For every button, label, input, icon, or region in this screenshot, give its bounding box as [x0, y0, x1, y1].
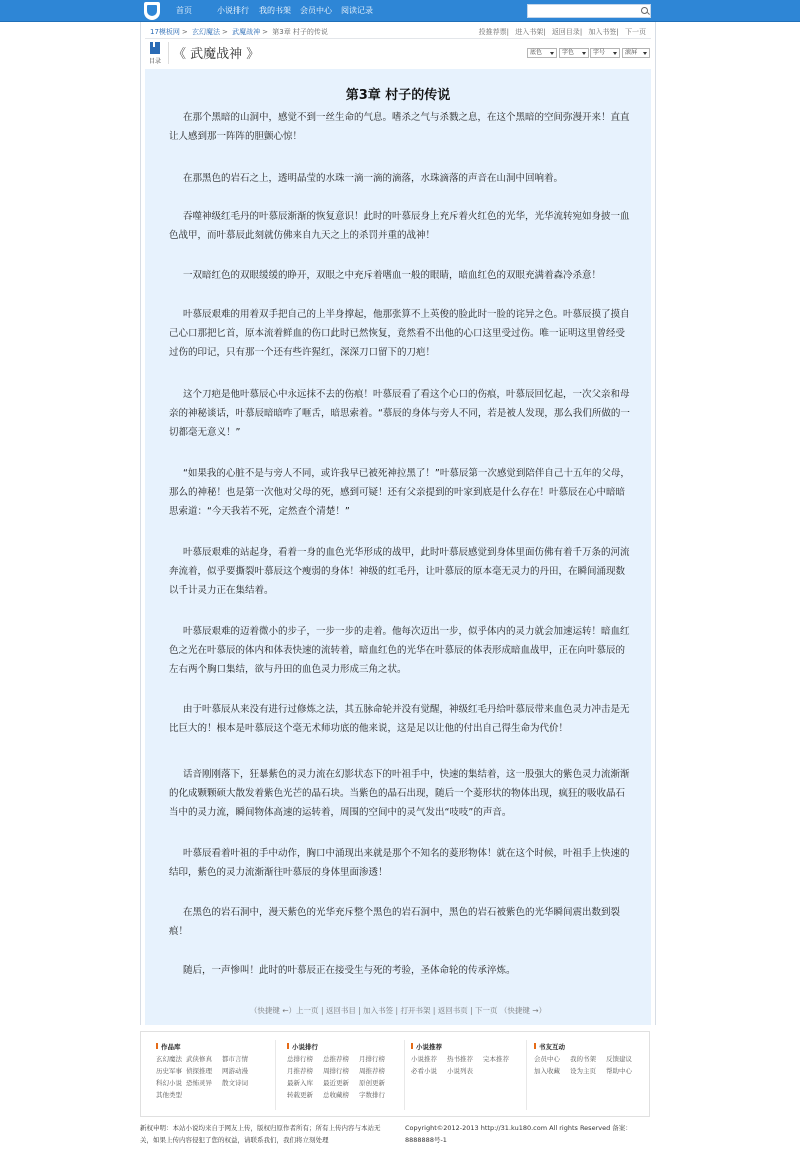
chapter-pager[interactable]: （快捷键 ←）上一页 | 返回书目 | 加入书签 | 打开书架 | 返回书页 | 下一页 （快捷键 →） [249, 1006, 547, 1015]
footer-link[interactable]: 原创更新 [359, 1079, 385, 1087]
paragraph: 在那黑色的岩石之上，透明晶莹的水珠一滴一滴的滴落，水珠滴落的声音在山洞中回响着。 [183, 173, 564, 184]
footer-link[interactable]: 总推荐榜 [323, 1055, 349, 1063]
footer-link[interactable]: 侦探推理 [186, 1067, 212, 1075]
shield-logo-icon[interactable] [144, 2, 160, 20]
footer-col-title: 作品库 [156, 1042, 261, 1053]
footer-link[interactable]: 必看小说 [411, 1067, 437, 1075]
footer-link[interactable]: 转载更新 [287, 1091, 313, 1099]
footer-link[interactable]: 总排行榜 [287, 1055, 313, 1063]
search-input[interactable] [527, 4, 651, 18]
footer-link[interactable]: 最新入库 [287, 1079, 313, 1087]
footer-link[interactable]: 科幻小说 [156, 1079, 182, 1087]
breadcrumb-chapter: 第3章 村子的传说 [272, 28, 328, 36]
link-catalog[interactable]: 返回目录 [551, 28, 580, 36]
footer-link[interactable]: 月推荐榜 [287, 1067, 313, 1075]
copyright-disclaimer: 新权申明：本站小说均来自于网友上传，版权归原作者所有；所有上传内容与本站无关，如果上传内容侵犯了您的权益，请联系我们，我们将立刻处理 [140, 1124, 381, 1144]
paragraph: “如果我的心脏不是与旁人不同，或许我早已被死神拉黑了！”叶慕辰第一次感觉到陪伴自己十五年的父母，那么的神秘！也是第一次他对父母的死，感到可疑！还有父亲提到的叶家到底是什么存在！叶慕辰在心中暗暗思索道：“今天我若不死，定然查个清楚！” [169, 468, 630, 517]
nav-reading-history[interactable]: 阅读记录 [341, 6, 373, 15]
paragraph: 叶慕辰艰难的迈着微小的步子，一步一步的走着。他每次迈出一步，似乎体内的灵力就会加速运转！暗血红色之光在叶慕辰的体内和体表快速的流转着，暗血红色的光华在叶慕辰的体表形成暗血战甲，正在向叶慕辰的左右两个胸口集结，欲与丹田的血色灵力形成三角之状。 [169, 626, 630, 675]
footer-link[interactable]: 散文诗词 [222, 1079, 248, 1087]
footer-link[interactable]: 月排行榜 [359, 1055, 385, 1063]
footer-link[interactable]: 加入收藏 [534, 1067, 560, 1075]
link-recommend-vote[interactable]: 投推荐票 [478, 28, 507, 36]
paragraph: 叶慕辰艰难的用着双手把自己的上半身撑起，他那张算不上英俊的脸此时一脸的诧异之色。叶慕辰摸了摸自己心口那把匕首，原本流着鲜血的伤口此时已然恢复，竟然看不出他的心口这里受过伤。唯一证明这里曾经受过伤的印记，只有那一个还有些许猩红，深深刀口留下的刀疤！ [169, 309, 630, 358]
footer-link[interactable]: 总收藏榜 [323, 1091, 349, 1099]
footer-col-title: 小说推荐 [411, 1042, 521, 1053]
divider [275, 1040, 276, 1110]
footer-link[interactable]: 其他类型 [156, 1091, 182, 1099]
footer-link[interactable]: 完本推荐 [483, 1055, 509, 1063]
footer-link[interactable]: 历史军事 [156, 1067, 182, 1075]
paragraph: 一双暗红色的双眼缓缓的睁开，双眼之中充斥着嗜血一般的眼睛，暗血红色的双眼充满着森冷杀意！ [183, 270, 602, 281]
footer-link[interactable]: 玄幻魔法 [156, 1055, 182, 1063]
footer-col-title: 书友互动 [534, 1042, 644, 1053]
footer-link[interactable]: 最近更新 [323, 1079, 349, 1087]
book-icon [150, 42, 160, 54]
nav-ranking[interactable]: 小说排行 [217, 6, 249, 15]
paragraph: 叶慕辰艰难的站起身，看着一身的血色光华形成的战甲，此时叶慕辰感觉到身体里面仿佛有着千万条的河流奔流着，似乎要撕裂叶慕辰这个瘦弱的身体！神级的红毛丹，让叶慕辰的原本毫无灵力的丹田，在瞬间涌现数以千计灵力正在集结着。 [169, 547, 630, 596]
top-nav-bar [0, 0, 800, 22]
footer-link[interactable]: 网游动漫 [222, 1067, 248, 1075]
footer-link[interactable]: 设为主页 [570, 1067, 596, 1075]
select-font-size[interactable]: 字号 [590, 48, 620, 58]
select-auto-scroll[interactable]: 滚屏 [622, 48, 650, 58]
paragraph: 由于叶慕辰从来没有进行过修炼之法，其五脉命轮并没有觉醒，神级红毛丹给叶慕辰带来血色灵力冲击是无比巨大的！根本是叶慕辰这个毫无术师功底的他来说，这是足以让他的付出自己得生命为代价！ [169, 704, 630, 734]
footer-link[interactable]: 恐怖灵异 [186, 1079, 212, 1087]
footer-link[interactable]: 反馈建议 [606, 1055, 632, 1063]
divider [168, 42, 169, 64]
link-bookshelf[interactable]: 进入书架 [515, 28, 544, 36]
footer-link[interactable]: 帮助中心 [606, 1067, 632, 1075]
paragraph: 话音刚刚落下，狂暴紫色的灵力流在幻影状态下的叶祖手中，快速的集结着，这一股强大的紫色灵力流渐渐的化成颗颗硕大散发着紫色光芒的晶石块。当紫色的晶石出现，随后一个菱形状的物体出现，疯狂的吸收晶石当中的灵力流，瞬间物体高速的运转着，周围的空间中的灵气发出“吱吱”的声音。 [169, 769, 630, 818]
catalog-label: 目录 [148, 58, 161, 65]
divider [526, 1040, 527, 1110]
footer-link[interactable]: 字数排行 [359, 1091, 385, 1099]
chapter-links: 投推荐票| 进入书架| 返回目录| 加入书签| 下一页 [478, 28, 646, 36]
footer-link[interactable]: 小说列表 [447, 1067, 473, 1075]
footer-col-community [534, 1042, 644, 1077]
footer-link[interactable]: 热书推荐 [447, 1055, 473, 1063]
footer-col-ranking [287, 1042, 397, 1101]
paragraph: 这个刀疤是他叶慕辰心中永远抹不去的伤痕！叶慕辰看了看这个心口的伤痕，叶慕辰回忆起，一次父亲和母亲的神秘谈话，叶慕辰暗暗咋了咂舌，暗思索着。“慕辰的身体与旁人不同，若是被人发现，那么我们所做的一切都毫无意义！” [169, 389, 630, 438]
footer-link[interactable]: 都市言情 [222, 1055, 248, 1063]
select-font-color[interactable]: 字色 [559, 48, 589, 58]
divider [404, 1040, 405, 1110]
footer-link[interactable]: 小说推荐 [411, 1055, 437, 1063]
search-icon[interactable] [641, 7, 648, 14]
paragraph: 在黑色的岩石洞中，漫天紫色的光华充斥整个黑色的岩石洞中，黑色的岩石被紫色的光华瞬间震出数到裂痕！ [169, 907, 621, 937]
footer-col-library [156, 1042, 261, 1101]
paragraph: 叶慕辰看着叶祖的手中动作，胸口中涌现出来就是那个不知名的菱形物体！就在这个时候，叶祖手上快速的结印，紫色的灵力流渐渐往叶慕辰的身体里面渗透！ [169, 848, 630, 878]
paragraph: 在那个黑暗的山洞中，感觉不到一丝生命的气息。嗜杀之气与杀戮之息，在这个黑暗的空间弥漫开来！直直让人感到那一阵阵的胆颤心惊！ [169, 112, 630, 142]
breadcrumb-home[interactable]: 17模板网 [150, 28, 180, 36]
catalog-button[interactable] [146, 42, 164, 64]
footer-link[interactable]: 周排行榜 [323, 1067, 349, 1075]
footer-col-recommend [411, 1042, 521, 1077]
footer-col-title: 小说排行 [287, 1042, 397, 1053]
footer-link[interactable]: 会员中心 [534, 1055, 560, 1063]
link-next-page[interactable]: 下一页 [625, 28, 646, 36]
book-title: 《 武魔战神 》 [173, 47, 260, 62]
breadcrumb-book[interactable]: 武魔战神 [232, 28, 261, 36]
paragraph: 随后，一声惨叫！此时的叶慕辰正在接受生与死的考验，圣体命轮的传承淬炼。 [183, 965, 516, 976]
select-bg-color[interactable]: 底色 [527, 48, 557, 58]
link-add-bookmark[interactable]: 加入书签 [588, 28, 617, 36]
nav-member-center[interactable]: 会员中心 [300, 6, 332, 15]
footer-link[interactable]: 我的书架 [570, 1055, 596, 1063]
nav-bookshelf[interactable]: 我的书架 [259, 6, 291, 15]
chapter-title: 第3章 村子的传说 [345, 88, 451, 103]
breadcrumb: 17模板网 > 玄幻魔法 > 武魔战神 > 第3章 村子的传说 [150, 28, 328, 36]
footer-link[interactable]: 周推荐榜 [359, 1067, 385, 1075]
copyright-notice: Copyright©2012-2013 http://31.ku180.com All rights Reserved 备案：8888888号-1 [405, 1124, 632, 1144]
paragraph: 吞噬神级红毛丹的叶慕辰渐渐的恢复意识！此时的叶慕辰身上充斥着火红色的光华，光华流转宛如身披一血色战甲，而叶慕辰此刻就仿佛来自九天之上的杀罚并重的战神！ [169, 211, 630, 241]
nav-home[interactable]: 首页 [176, 6, 192, 15]
divider [145, 38, 651, 39]
footer-link[interactable]: 武侠修真 [186, 1055, 212, 1063]
breadcrumb-category[interactable]: 玄幻魔法 [192, 28, 221, 36]
